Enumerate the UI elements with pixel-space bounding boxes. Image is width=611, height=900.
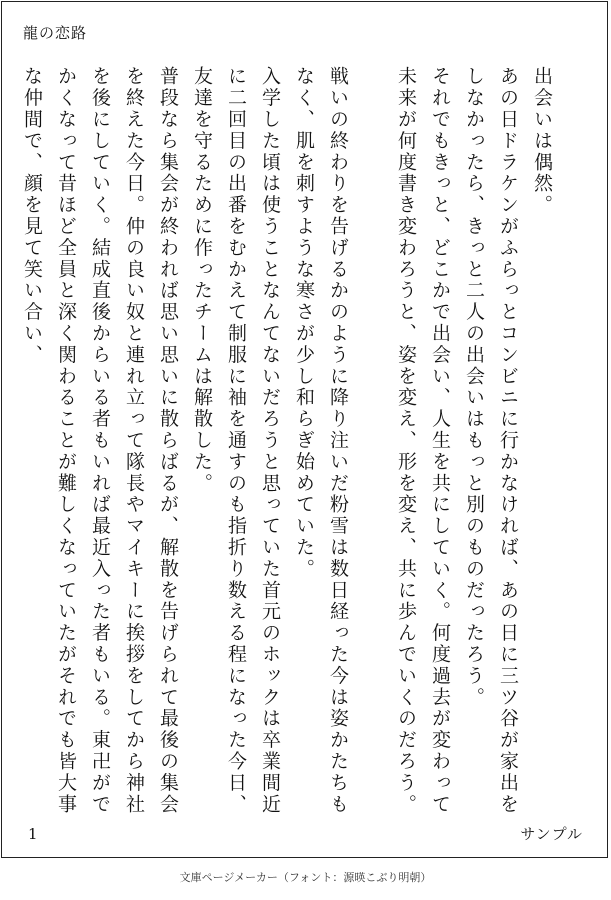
sample-tag: サンプル <box>520 825 583 843</box>
paragraph: それでもきっと、どこかで出会い、人生を共にしていく。何度過去が変わって未来が何度書き変わろうと、姿を変え、形を変え、共に歩んでいくのだろう。 <box>395 66 451 815</box>
paragraph-spacer <box>355 66 389 826</box>
paragraph: 普段なら集会が終われば思い思いに散らばるが、解散を告げられて最後の集会を終えた今日。仲の良い奴と連れ立って隊長やマイキーに挨拶をしてから神社を後にしていく。結成直後からいる者もいれば最近入った者もいる。東卍がでかくなって昔ほど全員と深く関わることが難しくなっていたがそれでも皆大事な仲間で、顔を見て笑い合い、 <box>21 66 179 815</box>
paragraph: 出会いは偶然。 <box>531 66 553 216</box>
body-text <box>21 66 559 826</box>
paragraph: あの日ドラケンがふらっとコンビニに行かなければ、あの日に三ツ谷が家出をしなかったら、きっと二人の出会いはもっと別のものだったろう。 <box>463 66 519 815</box>
page-number: 1 <box>28 825 38 843</box>
paragraph: 戦いの終わりを告げるかのように降り注いだ粉雪は数日経った今は姿かたちもなく、肌を刺すような寒さが少し和らぎ始めていた。 <box>293 66 349 815</box>
paragraph: 入学した頃は使うことなんてないだろうと思っていた首元のホックは卒業間近に二回目の出番をむかえて制服に袖を通すのも指折り数える程になった今日、友達を守るために作ったチームは解散した。 <box>191 66 281 815</box>
book-page <box>1 1 608 858</box>
footer-credit: 文庫ページメーカー（フォント：源暎こぶり明朝） <box>179 871 432 884</box>
book-title: 龍の恋路 <box>23 24 88 42</box>
